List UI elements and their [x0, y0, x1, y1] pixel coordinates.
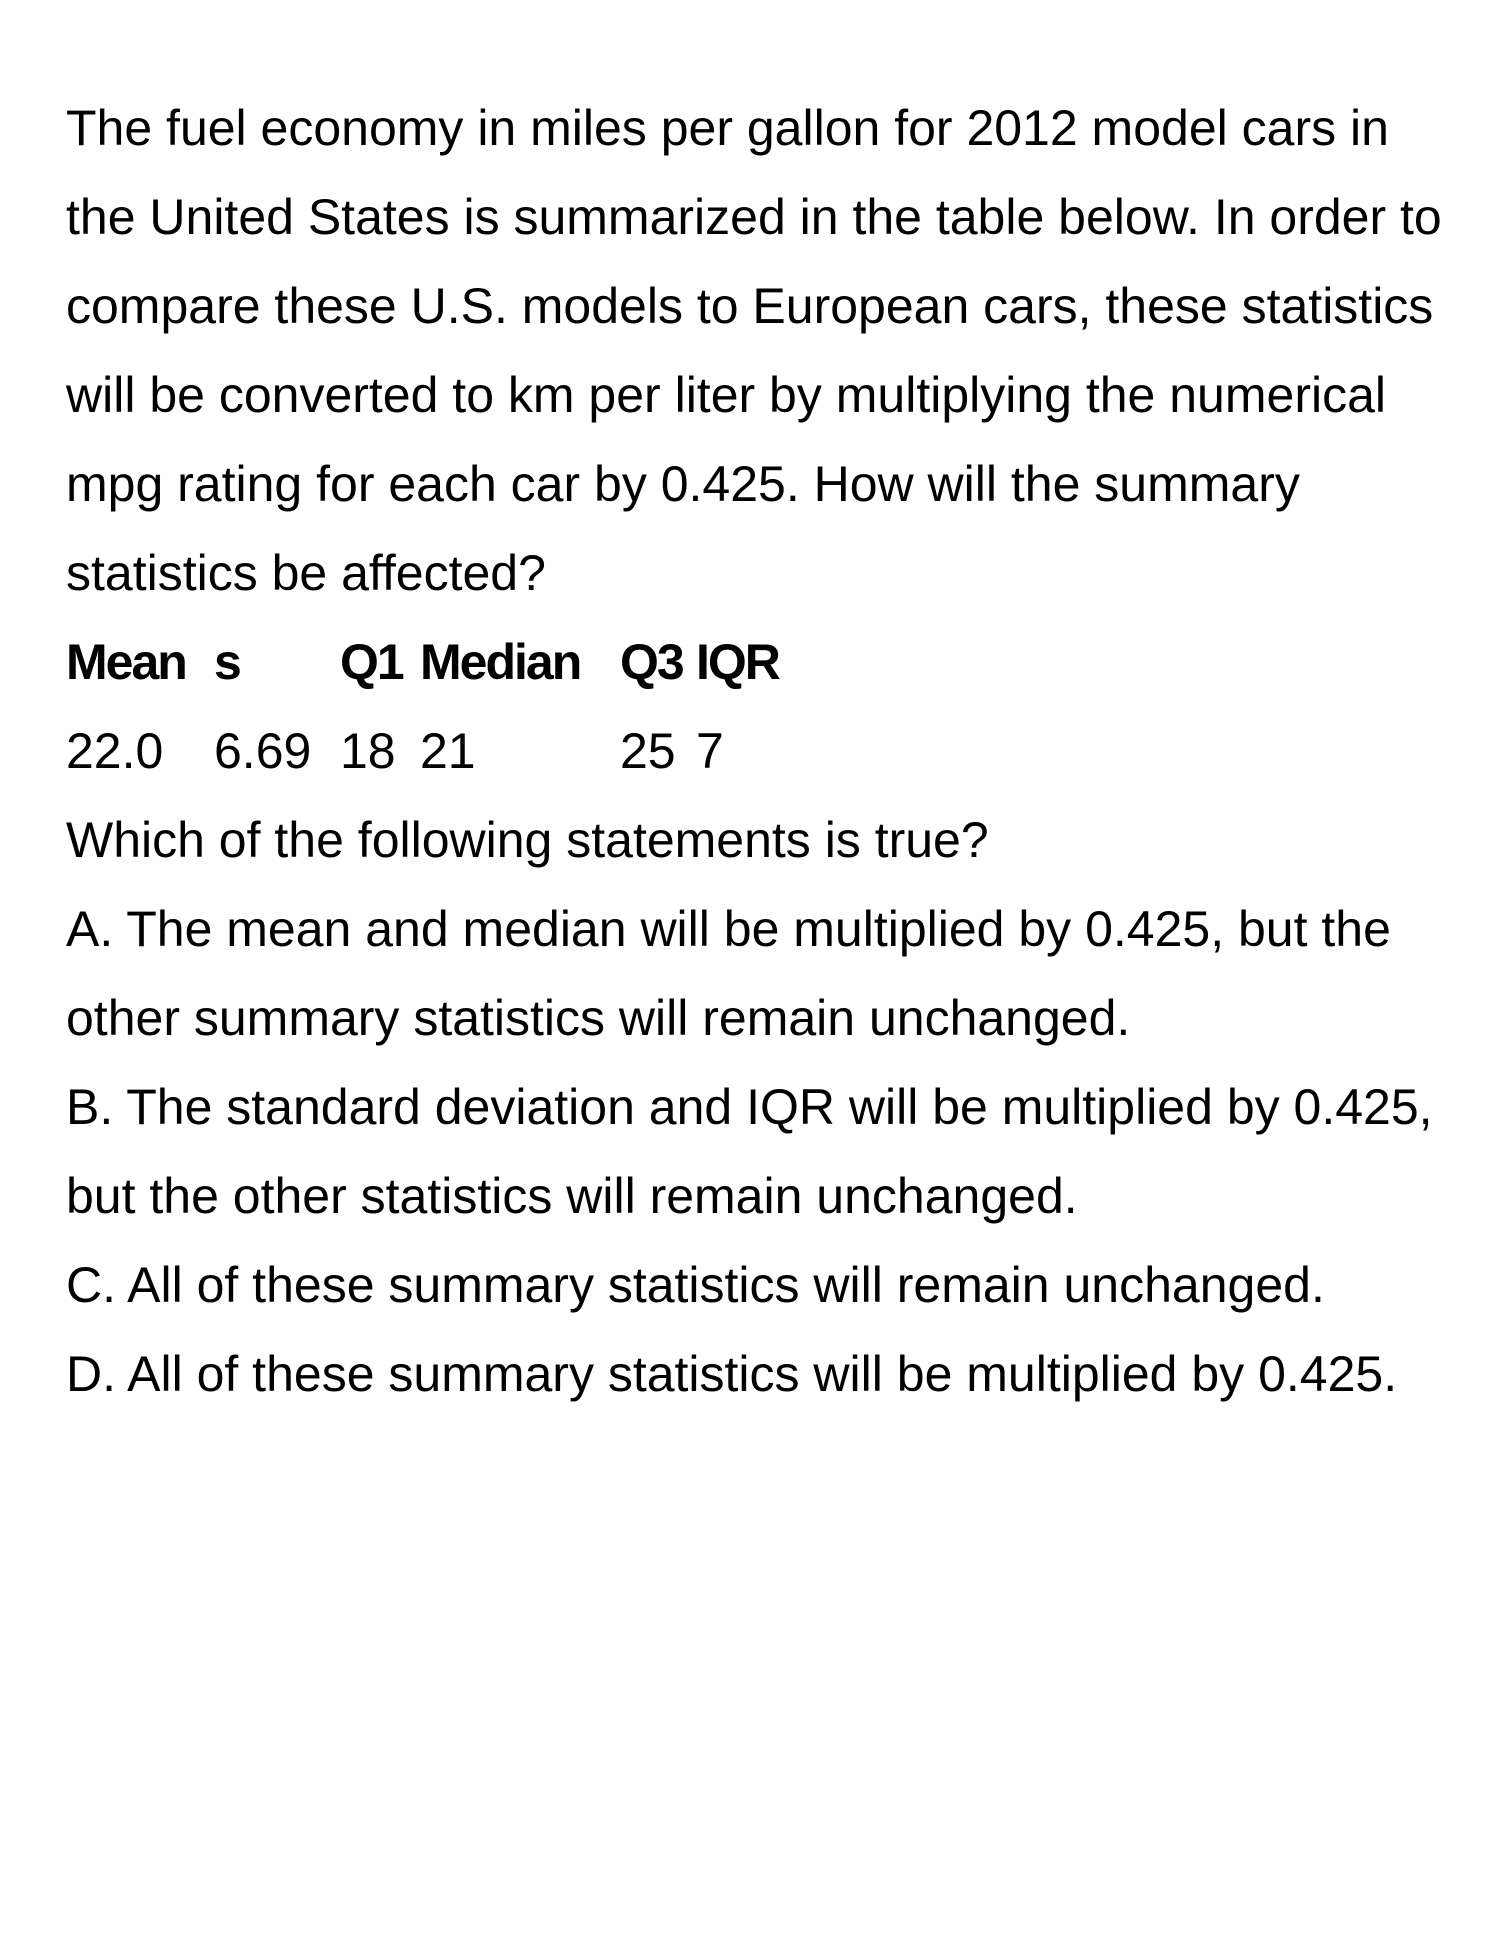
value-q3: 25	[620, 723, 676, 779]
question-document	[66, 84, 1446, 1419]
header-q1: Q1	[340, 634, 403, 690]
table-row	[66, 707, 806, 796]
value-q1: 18	[340, 723, 396, 779]
summary-statistics-table	[66, 618, 806, 796]
header-median: Median	[420, 634, 581, 690]
value-mean: 22.0	[66, 723, 164, 779]
value-s: 6.69	[214, 723, 312, 779]
header-mean: Mean	[66, 634, 186, 690]
question-intro: The fuel economy in miles per gallon for 2012 model cars in the United States is summarized in the table below. In order to compare these U.S. models to European cars, these statistics will be converted to km per liter by multiplying the numerical mpg rating for each car by 0.425. How will the summary statistics be affected?	[66, 100, 1442, 601]
header-q3: Q3	[620, 634, 683, 690]
option-a: A. The mean and median will be multiplied by 0.425, but the other summary statistics will remain unchanged.	[66, 901, 1391, 1046]
answer-options	[66, 885, 1446, 1419]
header-s: s	[214, 634, 240, 690]
table-header-row	[66, 618, 806, 707]
header-iqr: IQR	[696, 634, 779, 690]
option-d: D. All of these summary statistics will be multiplied by 0.425.	[66, 1346, 1398, 1402]
value-iqr: 7	[696, 723, 724, 779]
option-b: B. The standard deviation and IQR will be multiplied by 0.425, but the other statistics will remain unchanged.	[66, 1079, 1433, 1224]
question-prompt: Which of the following statements is true?	[66, 812, 989, 868]
value-median: 21	[420, 723, 476, 779]
option-c: C. All of these summary statistics will remain unchanged.	[66, 1257, 1325, 1313]
